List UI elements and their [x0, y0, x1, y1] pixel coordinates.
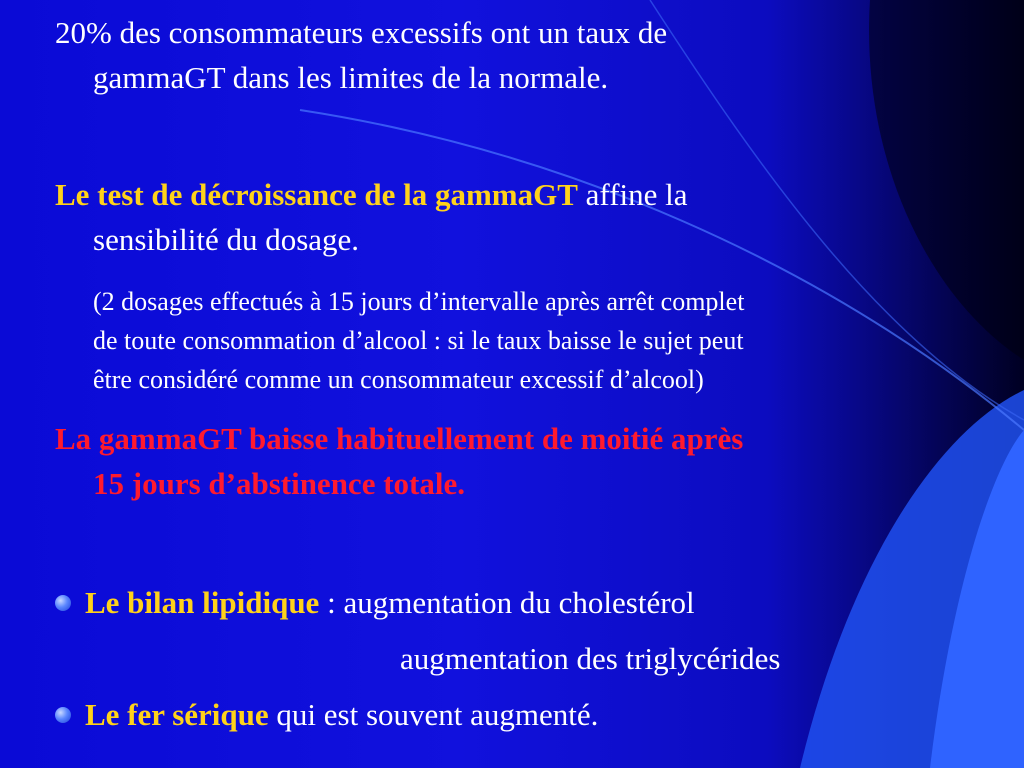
p2-highlight: Le test de décroissance de la gammaGT: [55, 177, 578, 212]
p1-line2: gammaGT dans les limites de la normale.: [93, 60, 609, 95]
bullet-iron-label: Le fer sérique: [85, 697, 269, 732]
p3-line1: (2 dosages effectués à 15 jours d’intervalle après arrêt complet: [93, 287, 745, 316]
paragraph-dosage-details: [93, 282, 993, 399]
p2-rest: affine la: [577, 177, 688, 212]
bullet-bilan-lipidique: [55, 580, 695, 625]
p3-line3: être considéré comme un consommateur excessif d’alcool): [93, 365, 704, 394]
paragraph-abstinence: [55, 416, 955, 506]
p4-line2: 15 jours d’abstinence totale.: [93, 466, 465, 501]
p4-line1: La gammaGT baisse habituellement de moitié après: [55, 421, 744, 456]
bullet-lipid-text2: augmentation des triglycérides: [400, 641, 781, 676]
p1-line1: 20% des consommateurs excessifs ont un taux de: [55, 15, 668, 50]
bullet-lipid-text: : augmentation du cholestérol: [319, 585, 695, 620]
paragraph-gammagt-normal: [55, 10, 955, 100]
p2-line2: sensibilité du dosage.: [93, 222, 360, 257]
bullet-lipid-continuation: [400, 636, 781, 681]
bullet-dot-icon: [55, 707, 71, 723]
bullet-iron-text: qui est souvent augmenté.: [268, 697, 599, 732]
bullet-dot-icon: [55, 595, 71, 611]
bullet-fer-serique: [55, 692, 598, 737]
paragraph-decroissance-test: [55, 172, 955, 262]
p3-line2: de toute consommation d’alcool : si le taux baisse le sujet peut: [93, 326, 744, 355]
bullet-lipid-label: Le bilan lipidique: [85, 585, 320, 620]
